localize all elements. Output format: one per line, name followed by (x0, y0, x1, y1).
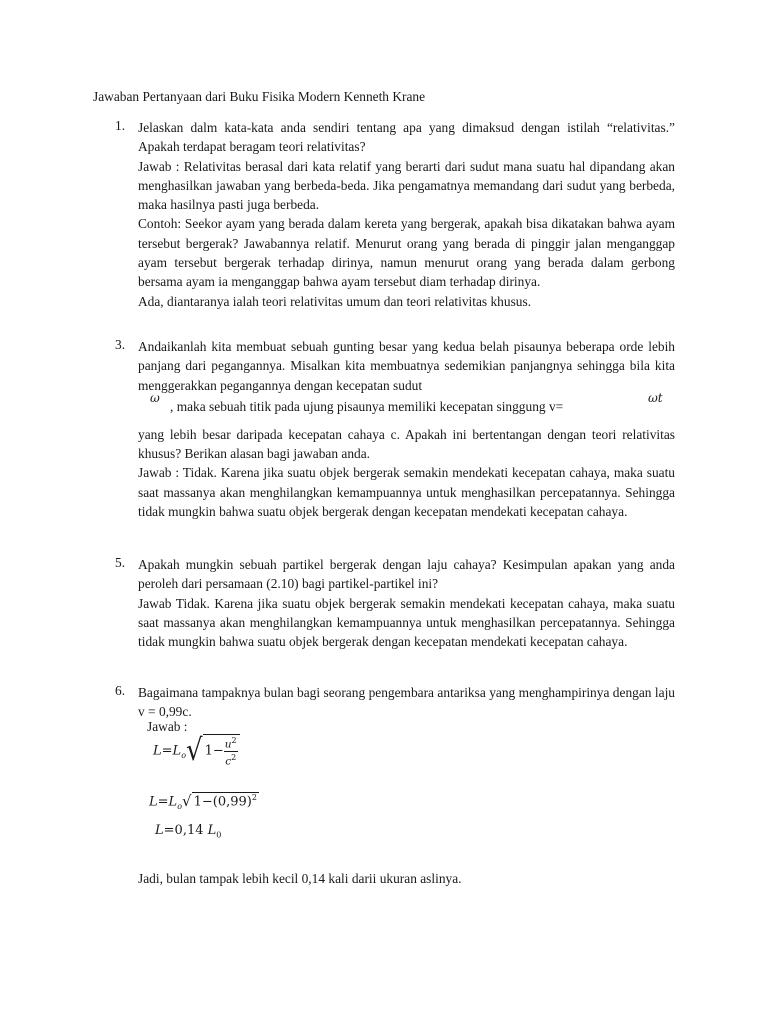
equation-2: $L=L_o√$ $1-(0,99)^2$ (149, 792, 257, 811)
answer-label: Jawab : (147, 719, 188, 734)
question-text-part-b: , maka sebuah titik pada ujung pisaunya memiliki kecepatan singgung v= (170, 398, 564, 414)
question-6 (93, 683, 675, 722)
question-text: Jelaskan dalm kata-kata anda sendiri tentang apa yang dimaksud dengan istilah “relativitas.” Apakah terdapat beragam teori relativitas? (138, 120, 675, 155)
question-number: 3. (115, 337, 126, 352)
fraction: $\frac{u^2}{c^2}$ (224, 736, 237, 767)
question-text: Apakah mungkin sebuah partikel bergerak dengan laju cahaya? Kesimpulan apakan yang anda peroleh dari persamaan (2.10) bagi partikel-partikel ini? (138, 557, 675, 592)
equation-3: L=0,14 $L_0$ (155, 823, 222, 840)
question-number: 5. (115, 555, 126, 570)
conclusion-text: Jadi, bulan tampak lebih kecil 0,14 kali darii ukuran aslinya. (138, 871, 462, 886)
sqrt-symbol: √ (182, 792, 192, 811)
sqrt-symbol: √ (186, 733, 203, 769)
document-title: Jawaban Pertanyaan dari Buku Fisika Modern Kenneth Krane (93, 89, 426, 104)
question-number: 6. (115, 683, 126, 698)
answer-text: Jawab Tidak. Karena jika suatu objek bergerak semakin mendekati kecepatan cahaya, maka suatu saat massanya akan menghilangkan kemampuannya untuk menghasilkan percepatannya. Sehingga tidak mungkin bahwa suatu objek bergerak dengan kecepatan mendekati kecepatan cahaya. (138, 595, 675, 650)
question-text: Bagaimana tampaknya bulan bagi seorang pengembara antariksa yang menghampirinya dengan laju v = 0,99c. (138, 685, 675, 720)
theories-text: Ada, diantaranya ialah teori relativitas umum dan teori relativitas khusus. (138, 293, 532, 309)
omega-t-symbol: ωt (648, 390, 663, 405)
question-text-part-b-line (138, 390, 675, 425)
example-text: Contoh: Seekor ayam yang berada dalam kereta yang bergerak, apakah bisa dikatakan bahwa ayam tersebut bergerak? Jawabannya relatif. Menurut orang yang berada di pinggir jalan menganggap ayam tersebut bergerak terhadap dirinya, namun menurut orang yang berada dalam gerbong bersama ayam ia menganggap bahwa ayam tersebut diam terhadap dirinya. (138, 216, 675, 290)
omega-symbol: ω (150, 390, 160, 405)
question-1 (93, 118, 675, 311)
equation-1: $L=L_o√$ 1− $\frac{u^2}{c^2}$ (153, 734, 240, 767)
question-3 (93, 337, 675, 521)
question-number: 1. (115, 118, 126, 133)
answer-text: Jawab : Tidak. Karena jika suatu objek bergerak semakin mendekati kecepatan cahaya, maka suatu saat massanya akan menghilangkan kemampuannya untuk menghasilkan percepatannya. Sehingga tidak mungkin bahwa suatu objek bergerak dengan kecepatan mendekati kecepatan cahaya. (138, 465, 675, 520)
answer-text: Jawab : Relativitas berasal dari kata relatif yang berarti dari sudut mana suatu hal dipandang akan menghasilkan jawaban yang berbeda-beda. Jika pengamatnya memandang dari sudut yang berbeda, maka hasilnya pasti juga berbeda. (138, 158, 675, 213)
question-text-part-c: yang lebih besar daripada kecepatan cahaya c. Apakah ini bertentangan dengan teori relativitas khusus? Berikan alasan bagi jawaban anda. (138, 426, 675, 462)
question-text-part-a: Andaikanlah kita membuat sebuah gunting besar yang kedua belah pisaunya beberapa orde lebih panjang dari pegangannya. Misalkan kita membuatnya sedemikian panjangnya sehingga bila kita menggerakkan pegangannya dengan kecepatan sudut (138, 339, 675, 393)
question-5 (93, 555, 675, 651)
